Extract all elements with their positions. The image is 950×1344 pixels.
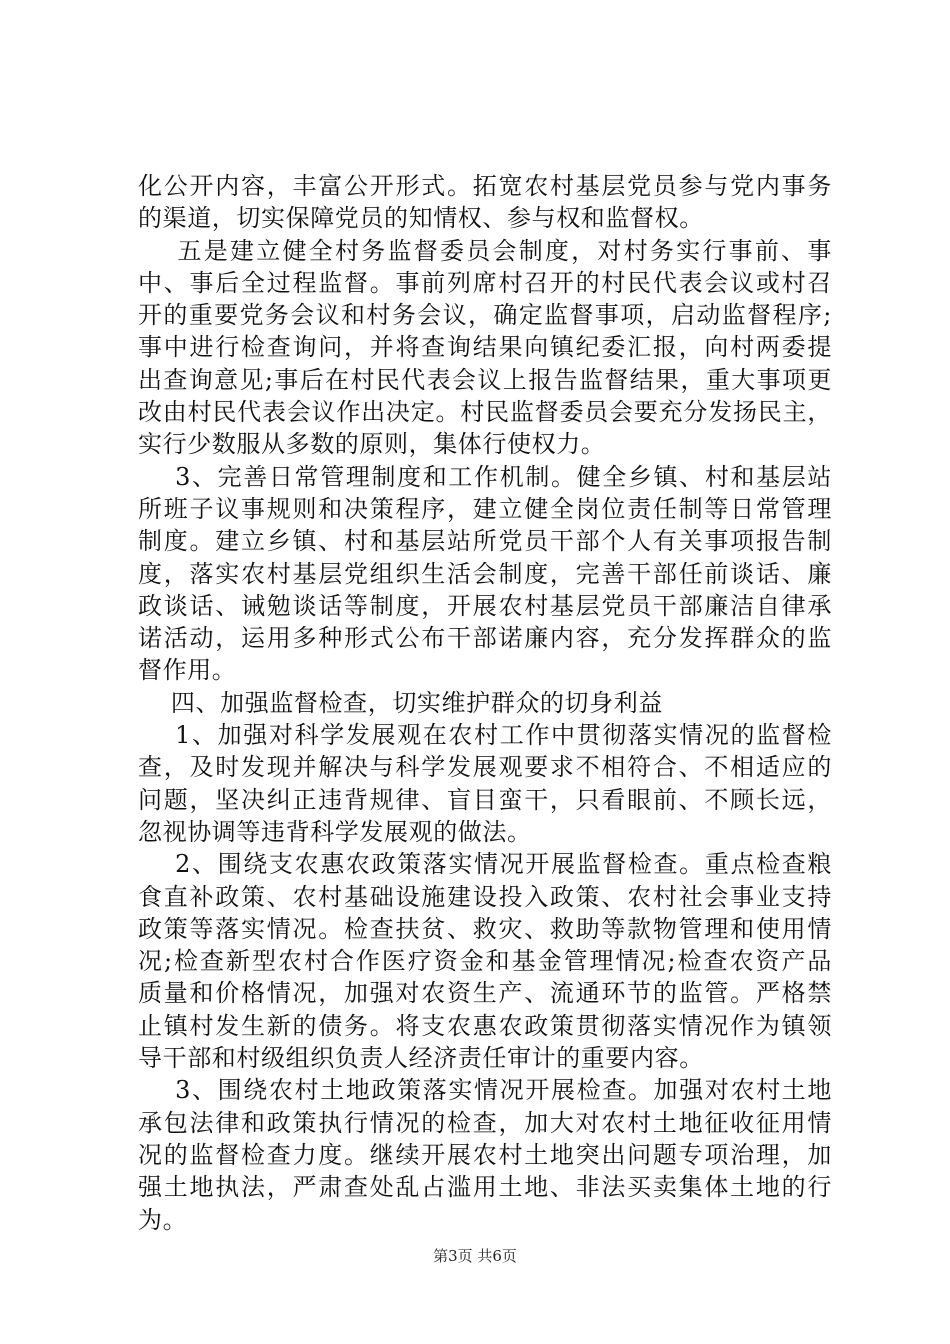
text-line: 止镇村发生新的债务。将支农惠农政策贯彻落实情况作为镇领 <box>138 1011 832 1040</box>
document-body <box>138 170 832 1236</box>
text-line: 改由村民代表会议作出决定。村民监督委员会要充分发扬民主， <box>138 398 832 427</box>
text-line: 的渠道，切实保障党员的知情权、参与权和监督权。 <box>138 204 704 233</box>
text-line: 事中进行检查询问，并将查询结果向镇纪委汇报，向村两委提 <box>138 333 832 362</box>
text-line: 政策等落实情况。检查扶贫、救灾、救助等款物管理和使用情 <box>138 914 832 943</box>
text-line: 为。 <box>138 1205 188 1234</box>
text-line: 导干部和村级组织负责人经济责任审计的重要内容。 <box>138 1044 704 1073</box>
text-line: 诺活动，运用多种形式公布干部诺廉内容，充分发挥群众的监 <box>138 624 832 653</box>
text-line: 3、完善日常管理制度和工作机制。健全乡镇、村和基层站 <box>138 462 832 491</box>
page-footer: 第3页 共6页 <box>433 1247 517 1265</box>
text-line: 督作用。 <box>138 656 237 685</box>
text-line: 开的重要党务会议和村务会议，确定监督事项，启动监督程序; <box>138 301 832 330</box>
text-line: 质量和价格情况，加强对农资生产、流通环节的监管。严格禁 <box>138 979 832 1008</box>
text-line: 政谈话、诫勉谈话等制度，开展农村基层党员干部廉洁自律承 <box>138 591 832 620</box>
text-line: 1、加强对科学发展观在农村工作中贯彻落实情况的监督检 <box>138 721 832 750</box>
text-line: 中、事后全过程监督。事前列席村召开的村民代表会议或村召 <box>138 268 832 297</box>
text-line: 2、围绕支农惠农政策落实情况开展监督检查。重点检查粮 <box>138 850 832 879</box>
text-line: 食直补政策、农村基础设施建设投入政策、农村社会事业支持 <box>138 882 832 911</box>
text-line: 度，落实农村基层党组织生活会制度，完善干部任前谈话、廉 <box>138 559 832 588</box>
text-line: 化公开内容，丰富公开形式。拓宽农村基层党员参与党内事务 <box>138 172 832 200</box>
text-line: 实行少数服从多数的原则，集体行使权力。 <box>138 430 606 459</box>
text-line: 强土地执法，严肃查处乱占滥用土地、非法买卖集体土地的行 <box>138 1173 832 1202</box>
text-line: 况的监督检查力度。继续开展农村土地突出问题专项治理，加 <box>138 1140 832 1169</box>
text-line: 3、围绕农村土地政策落实情况开展检查。加强对农村土地 <box>138 1076 832 1105</box>
text-line: 出查询意见;事后在村民代表会议上报告监督结果，重大事项更 <box>138 365 832 394</box>
text-line: 四、加强监督检查，切实维护群众的切身利益 <box>138 688 663 717</box>
text-line: 况;检查新型农村合作医疗资金和基金管理情况;检查农资产品 <box>138 947 832 976</box>
text-line: 所班子议事规则和决策程序，建立健全岗位责任制等日常管理 <box>138 494 832 523</box>
text-line: 承包法律和政策执行情况的检查，加大对农村土地征收征用情 <box>138 1108 832 1137</box>
text-line: 问题，坚决纠正违背规律、盲目蛮干，只看眼前、不顾长远， <box>138 785 832 814</box>
text-line: 忽视协调等违背科学发展观的做法。 <box>138 817 532 846</box>
text-line: 五是建立健全村务监督委员会制度，对村务实行事前、事 <box>138 236 832 265</box>
text-line: 制度。建立乡镇、村和基层站所党员干部个人有关事项报告制 <box>138 527 832 556</box>
text-line: 查，及时发现并解决与科学发展观要求不相符合、不相适应的 <box>138 753 832 782</box>
